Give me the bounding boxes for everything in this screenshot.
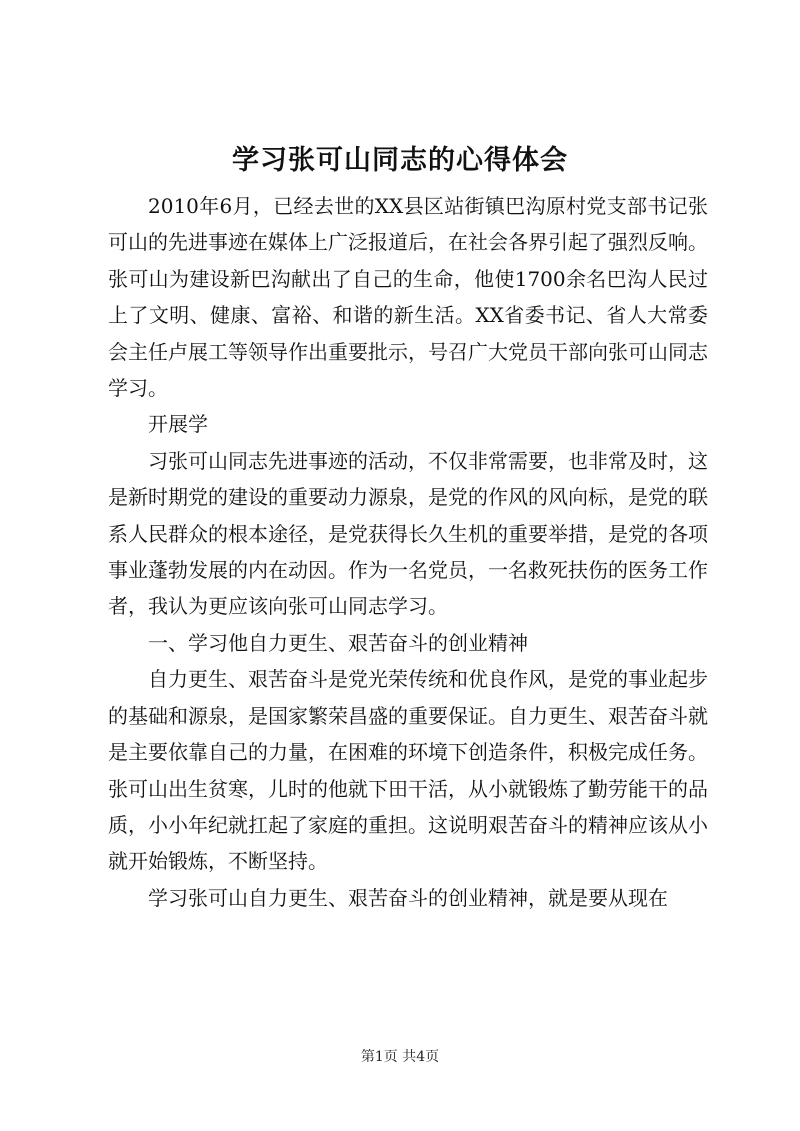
paragraph-intro: 2010年6月，已经去世的XX县区站街镇巴沟原村党支部书记张可山的先进事迹在媒体上广泛报道后，在社会各界引起了强烈反响。张可山为建设新巴沟献出了自己的生命，他使1700余名巴沟人民过上了文明、健康、富裕、和谐的新生活。XX省委书记、省人大常委会主任卢展工等领导作出重要批示，号召广大党员干部向张可山同志学习。 <box>108 194 708 401</box>
paragraph-significance: 习张可山同志先进事迹的活动，不仅非常需要，也非常及时，这是新时期党的建设的重要动力源泉，是党的作风的风向标，是党的联系人民群众的根本途径，是党获得长久生机的重要举措，是党的各项事业蓬勃发展的内在动因。作为一名党员，一名救死扶伤的医务工作者，我认为更应该向张可山同志学习。 <box>108 448 708 619</box>
paragraph-short-line: 开展学 <box>148 412 208 437</box>
document-title: 学习张可山同志的心得体会 <box>232 145 568 176</box>
paragraph-continuation: 学习张可山自力更生、艰苦奋斗的创业精神，就是要从现在 <box>148 885 668 910</box>
page-footer: 第1页 共4页 <box>360 1049 440 1065</box>
paragraph-self-reliance: 自力更生、艰苦奋斗是党光荣传统和优良作风，是党的事业起步的基础和源泉，是国家繁荣昌盛的重要保证。自力更生、艰苦奋斗就是主要依靠自己的力量，在困难的环境下创造条件，积极完成任务。张可山出生贫寒，儿时的他就下田干活，从小就锻炼了勤劳能干的品质，小小年纪就扛起了家庭的重担。这说明艰苦奋斗的精神应该从小就开始锻炼，不断坚持。 <box>108 667 708 874</box>
section-heading-one: 一、学习他自力更生、艰苦奋斗的创业精神 <box>148 630 528 655</box>
document-body <box>108 188 708 916</box>
